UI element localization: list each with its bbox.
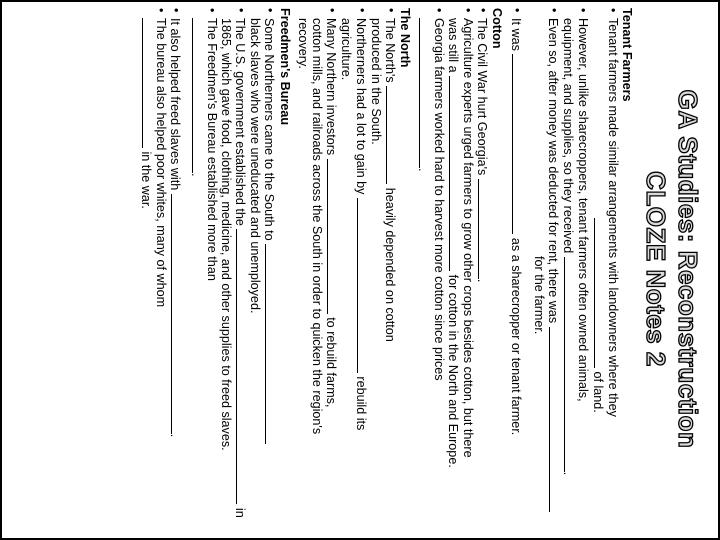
section-heading-north: The North [398, 8, 413, 68]
tenant-4-text: It was [508, 18, 523, 51]
bullet-freedmen-4 [168, 8, 183, 530]
section-tenant-farmers [508, 8, 634, 530]
bullet-marker: • [383, 8, 398, 13]
bullet-freedmen-3 [189, 8, 218, 530]
freedmen-2-text: The U.S. government established the [232, 18, 247, 226]
cotton-3-end: . [416, 168, 431, 172]
section-freedmens-bureau [139, 8, 292, 530]
blank-field[interactable] [236, 229, 248, 504]
bullet-north-1 [369, 8, 398, 530]
bullet-freedmen-5 [139, 8, 168, 530]
north-2-text: Northerners had a lot to gain by [353, 18, 368, 195]
bullet-freedmen-1 [248, 8, 277, 530]
cotton-2-text: Agriculture experts urged farmers to grow other crops besides cotton, but there [460, 18, 475, 458]
blank-field[interactable] [449, 76, 461, 271]
bullet-marker: • [476, 8, 491, 13]
blank-field[interactable] [512, 54, 524, 234]
blank-field[interactable] [386, 86, 398, 184]
title-block [640, 8, 704, 530]
cotton-1-end: . [475, 278, 490, 283]
blank-field[interactable] [564, 257, 576, 472]
blank-field[interactable] [478, 179, 490, 279]
blank-field[interactable] [265, 244, 277, 444]
bullet-marker: • [204, 8, 219, 13]
tenant-1-text: Tenant farmers made similar arrangements with landowners where they [605, 18, 620, 417]
notes-content [136, 8, 707, 530]
freedmen-2-line2: 1865, which gave food, clothing, medicine, and other supplies to freed slaves. [218, 18, 233, 451]
blank-field[interactable] [142, 18, 154, 148]
bullet-marker: • [460, 8, 475, 13]
tenant-1-end: of land. [590, 371, 605, 413]
tenant-3-line2: for the farmer. [531, 256, 546, 335]
freedmen-4-end: . [168, 433, 183, 438]
north-1-line2: produced in the South. [368, 18, 383, 145]
bullet-tenant-1 [590, 8, 619, 530]
north-3-line3: recovery. [295, 18, 310, 69]
cotton-2-line2a: was still a [445, 18, 460, 73]
bullet-marker: • [325, 8, 340, 13]
freedmen-3-end: . [189, 173, 204, 177]
freedmen-2-mid: in [232, 507, 247, 518]
bullet-marker: • [605, 8, 620, 13]
north-3-text: Many Northern investors [324, 18, 339, 156]
blank-field[interactable] [594, 218, 606, 368]
page-subtitle: CLOZE Notes 2 [641, 171, 671, 367]
north-2-mid: rebuild its [353, 376, 368, 431]
blank-field[interactable] [171, 194, 183, 434]
bullet-freedmen-2 [219, 8, 248, 530]
freedmen-4-text: It also helped freed slaves with [168, 18, 183, 191]
bullet-marker: • [153, 8, 168, 13]
bullet-cotton-1 [475, 8, 490, 530]
freedmen-5-line2: in the war. [138, 151, 153, 209]
north-1-mid: heavily depended on cotton [382, 187, 397, 342]
blank-field[interactable] [327, 159, 339, 314]
freedmen-1-text: Some Northerners came to the South to [262, 18, 277, 241]
tenant-2-end: . [561, 471, 576, 476]
tenant-2-text: However, unlike sharecroppers, tenant farmers often owned animals, [576, 18, 591, 402]
blank-field[interactable] [192, 18, 204, 173]
section-heading-cotton: Cotton [490, 8, 505, 49]
tenant-4-end: as a sharecropper or tenant farmer. [508, 237, 523, 436]
bullet-north-3 [296, 8, 340, 530]
bullet-tenant-4 [508, 8, 523, 530]
bullet-marker: • [169, 8, 184, 13]
bullet-tenant-2 [561, 8, 590, 530]
section-heading-tenant: Tenant Farmers [620, 8, 634, 102]
section-heading-freedmen: Freedmen's Bureau [277, 8, 292, 126]
bullet-marker: • [546, 8, 561, 13]
blank-field[interactable] [357, 198, 369, 373]
north-2-line2: agriculture. [339, 18, 354, 81]
freedmen-5-text: The bureau also helped poor whites, many of whom [153, 18, 168, 308]
bullet-cotton-2 [446, 8, 475, 530]
bullet-marker: • [354, 8, 369, 13]
section-the-north [296, 8, 413, 530]
page-title: GA Studies: Reconstruction [673, 89, 703, 449]
north-3-mid: to rebuild farms, [324, 317, 339, 408]
blank-field[interactable] [549, 327, 561, 512]
freedmen-1-line2: black slaves who were uneducated and unemployed. [248, 18, 263, 314]
bullet-cotton-3 [416, 8, 445, 530]
north-3-line2: cotton mills, and railroads across the South in order to quicken the region's [309, 18, 324, 435]
bullet-marker: • [509, 8, 524, 13]
section-cotton [416, 8, 504, 530]
bullet-marker: • [233, 8, 248, 13]
blank-field[interactable] [419, 18, 431, 168]
tenant-2-line2: equipment, and supplies, so they received [561, 18, 576, 254]
tenant-3-text: Even so, after money was deducted for rent, there was [545, 18, 560, 324]
bullet-marker: • [576, 8, 591, 13]
bullet-north-2 [339, 8, 368, 530]
cotton-3-text: Georgia farmers worked hard to harvest more cotton since prices [431, 18, 446, 381]
cotton-2-line2b: for cotton in the North and Europe. [445, 274, 460, 468]
bullet-marker: • [431, 8, 446, 13]
bullet-tenant-3 [532, 8, 561, 530]
north-1-text: The North's [382, 18, 397, 83]
bullet-marker: • [263, 8, 278, 13]
cotton-1-text: The Civil War hurt Georgia's [475, 18, 490, 176]
freedmen-3-text: The Freedmen's Bureau established more than [204, 18, 219, 281]
